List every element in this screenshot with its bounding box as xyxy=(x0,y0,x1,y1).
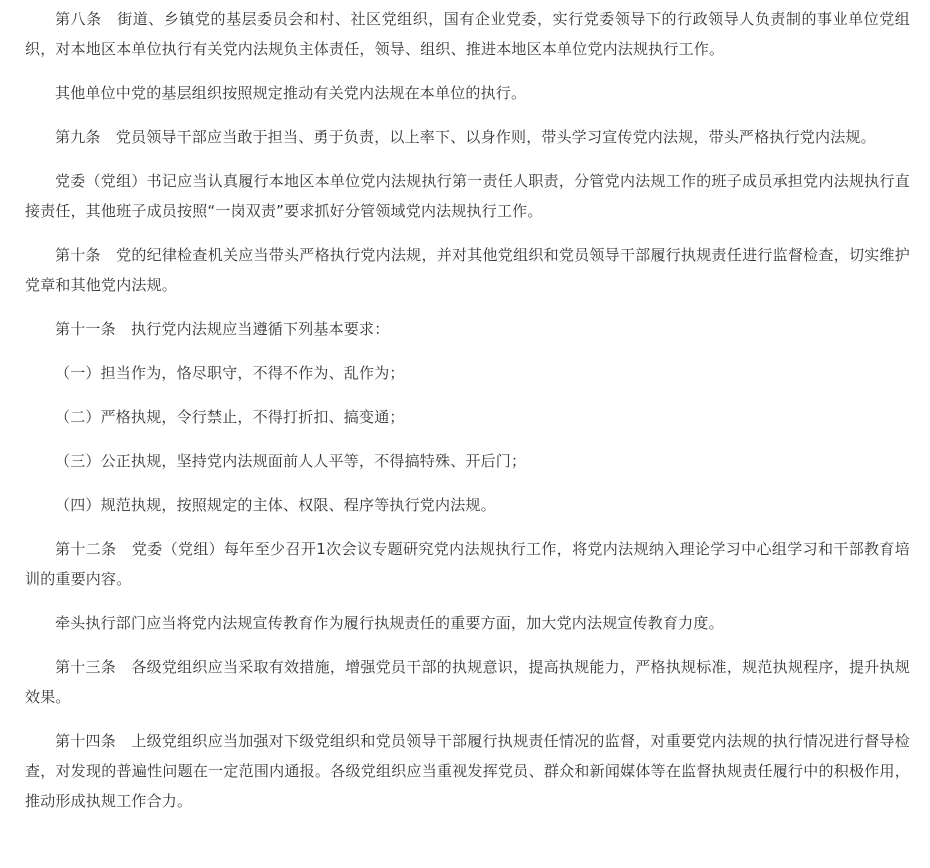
paragraph-gap xyxy=(25,108,910,122)
paragraph-article-13: 第十三条 各级党组织应当采取有效措施，增强党员干部的执规意识，提高执规能力，严格执规标准，规范执规程序，提升执规效果。 xyxy=(25,658,910,706)
paragraph-gap xyxy=(25,432,910,446)
paragraph-lead-department: 牵头执行部门应当将党内法规宣传教育作为履行执规责任的重要方面，加大党内法规宣传教育力度。 xyxy=(55,614,724,632)
paragraph-article-11: 第十一条 执行党内法规应当遵循下列基本要求： xyxy=(55,320,390,338)
paragraph-article-9: 第九条 党员领导干部应当敢于担当、勇于负责，以上率下、以身作则，带头学习宣传党内法规，带头严格执行党内法规。 xyxy=(55,128,876,146)
list-item-4: （四）规范执规，按照规定的主体、权限、程序等执行党内法规。 xyxy=(55,496,496,514)
paragraph-article-10: 第十条 党的纪律检查机关应当带头严格执行党内法规，并对其他党组织和党员领导干部履行执规责任进行监督检查，切实维护党章和其他党内法规。 xyxy=(25,246,910,294)
paragraph-article-14: 第十四条 上级党组织应当加强对下级党组织和党员领导干部履行执规责任情况的监督，对重要党内法规的执行情况进行督导检查，对发现的普遍性问题在一定范围内通报。各级党组织应当重视发挥党员、群众和新闻媒体等在监督执规责任履行中的积极作用，推动形成执规工作合力。 xyxy=(25,732,910,810)
paragraph-article-12: 第十二条 党委（党组）每年至少召开1次会议专题研究党内法规执行工作，将党内法规纳入理论学习中心组学习和干部教育培训的重要内容。 xyxy=(25,540,910,588)
paragraph-gap xyxy=(25,226,910,240)
list-item-2: （二）严格执规，令行禁止，不得打折扣、搞变通； xyxy=(55,408,405,426)
paragraph-article-8: 第八条 街道、乡镇党的基层委员会和村、社区党组织，国有企业党委，实行党委领导下的行政领导人负责制的事业单位党组织，对本地区本单位执行有关党内法规负主体责任，领导、组织、推进本地区本单位党内法规执行工作。 xyxy=(25,10,910,58)
paragraph-gap xyxy=(25,520,910,534)
paragraph-gap xyxy=(25,152,910,166)
paragraph-gap xyxy=(25,594,910,608)
paragraph-party-secretary: 党委（党组）书记应当认真履行本地区本单位党内法规执行第一责任人职责，分管党内法规工作的班子成员承担党内法规执行直接责任，其他班子成员按照“一岗双责”要求抓好分管领域党内法规执行工作。 xyxy=(25,172,910,220)
list-item-3: （三）公正执规，坚持党内法规面前人人平等，不得搞特殊、开后门； xyxy=(55,452,527,470)
paragraph-gap xyxy=(25,344,910,358)
paragraph-gap xyxy=(25,388,910,402)
list-item-1: （一）担当作为，恪尽职守，不得不作为、乱作为； xyxy=(55,364,405,382)
paragraph-gap xyxy=(25,476,910,490)
paragraph-gap xyxy=(25,64,910,78)
paragraph-other-units: 其他单位中党的基层组织按照规定推动有关党内法规在本单位的执行。 xyxy=(55,84,527,102)
paragraph-gap xyxy=(25,300,910,314)
article-body xyxy=(0,4,930,868)
paragraph-gap xyxy=(25,638,910,652)
paragraph-gap xyxy=(25,712,910,726)
